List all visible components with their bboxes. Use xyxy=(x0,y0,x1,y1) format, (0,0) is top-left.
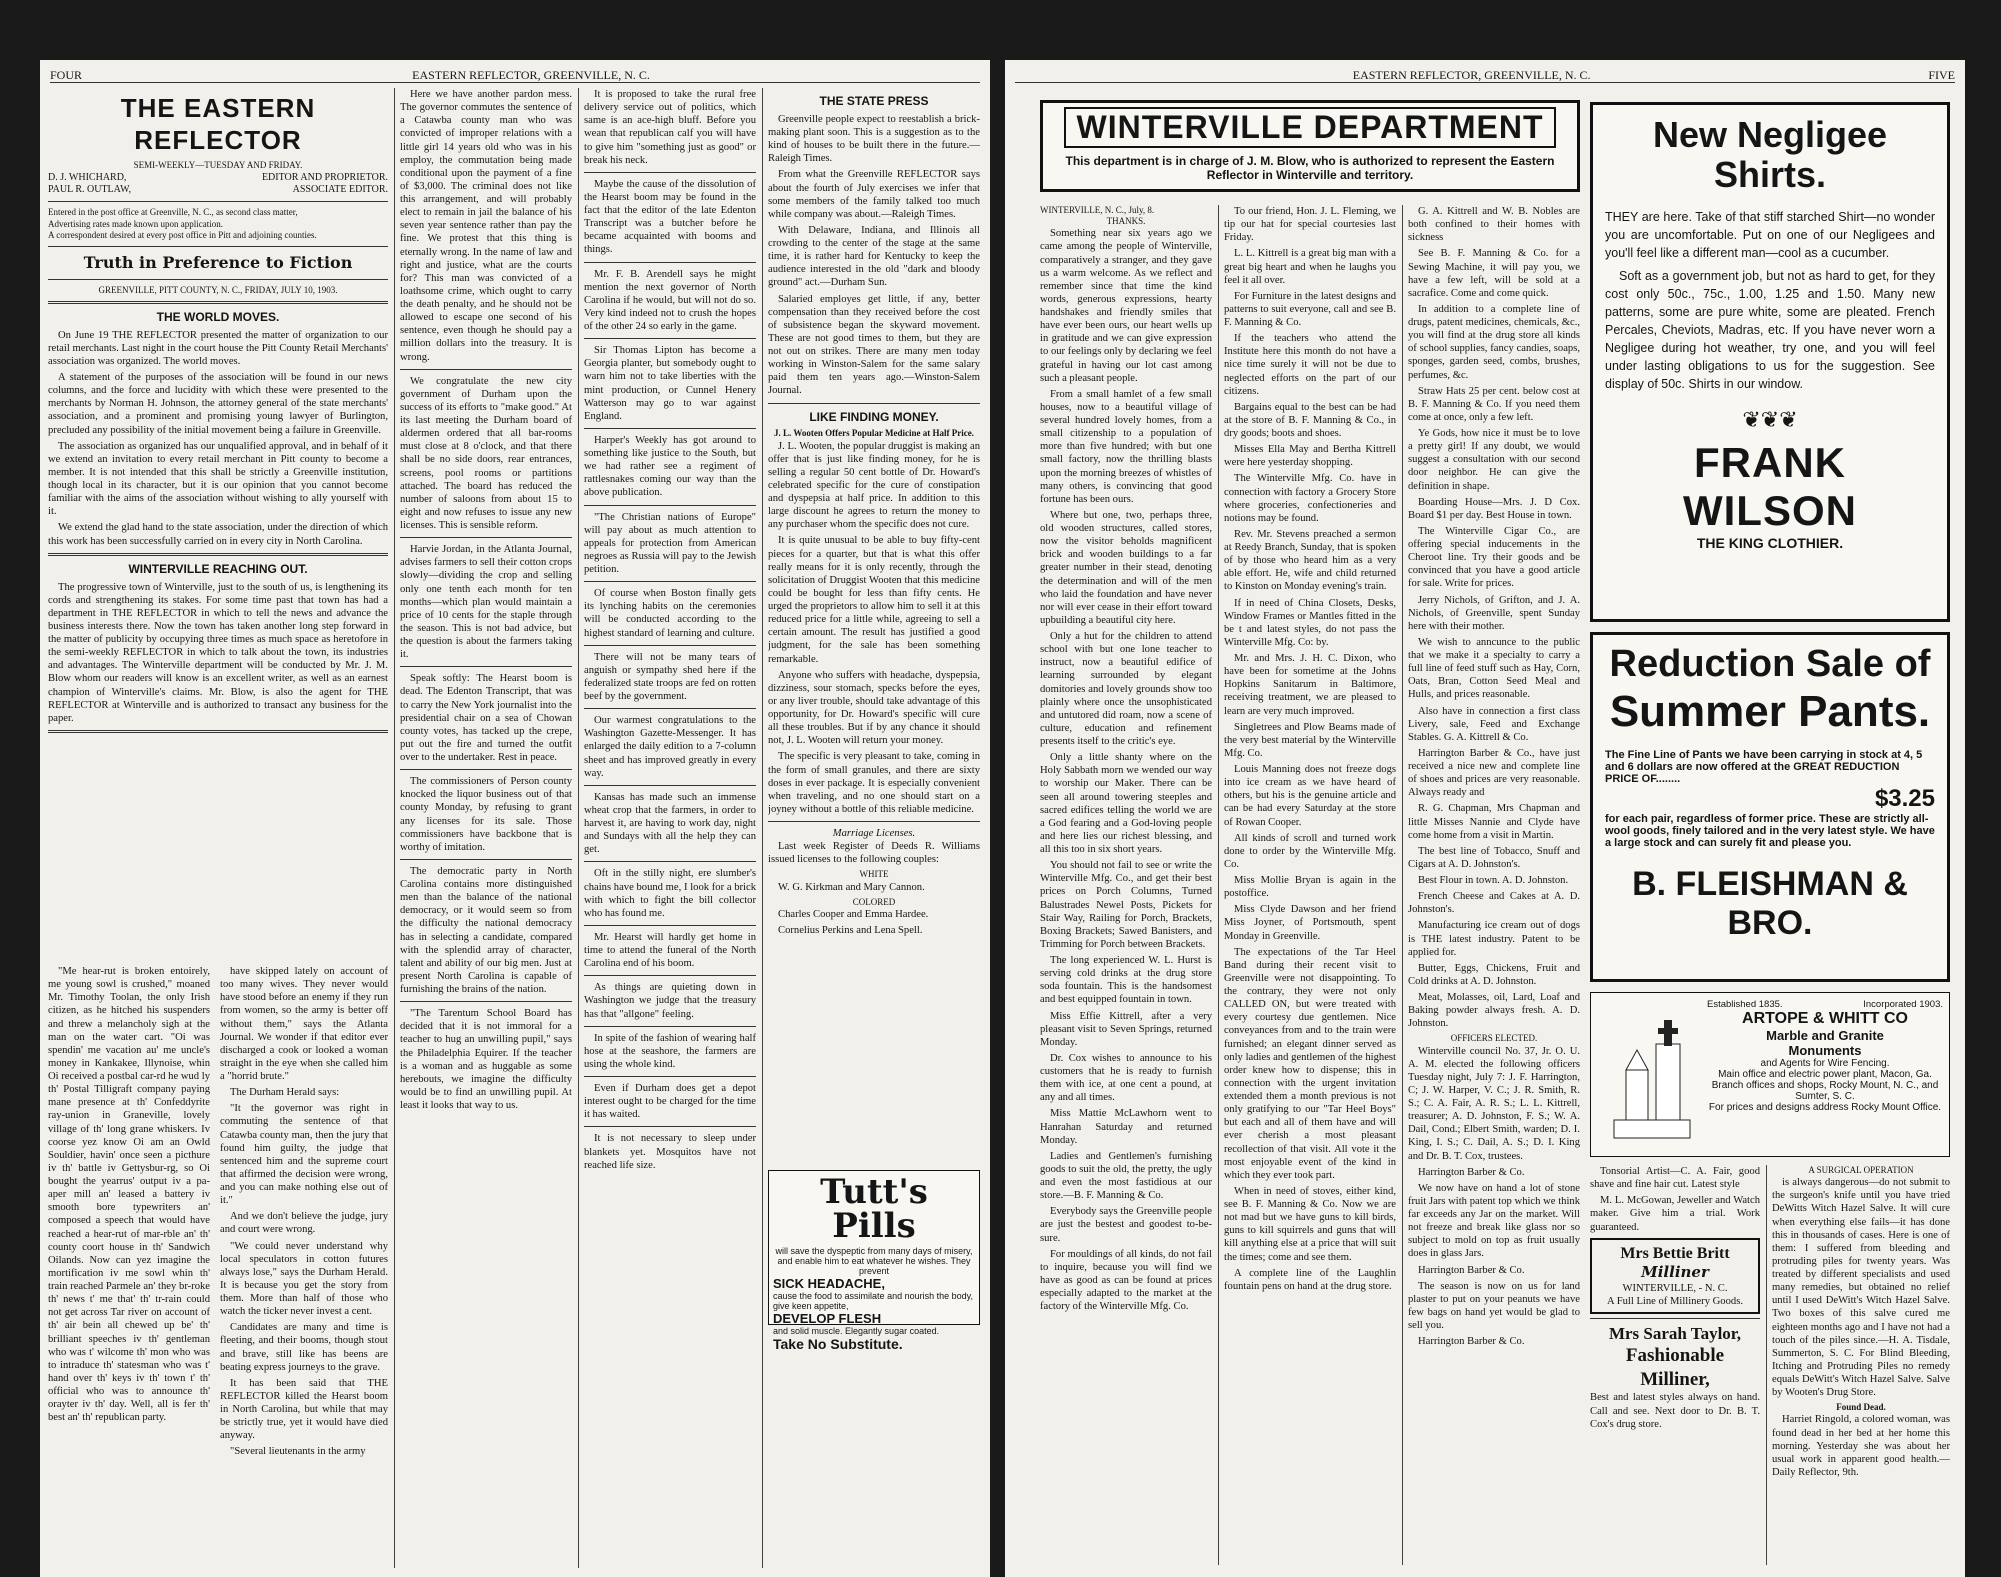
news-item: You should not fail to see or write the Winterville Mfg. Co., and get their best prices on Porch Columns, Turned Balustrades Newel Posts, Pickets for Stair Way, Railing for Porch, Brackets, Boxing Brackets; Sawed Banisters, and Trimming for Porch between Brackets. xyxy=(1040,860,1212,950)
press-paragraph: Salaried employes get little, if any, better compensation than they received before the cost of subsistence began the skyward movement. These are not good times to them, but they are not out on strikes. There are many men today working in Winston-Salem for the same salary paid them ten years ago.—Winston-Salem Journal. xyxy=(768,293,980,397)
pants-title-2: Summer Pants. xyxy=(1609,686,1931,736)
news-item: Everybody says the Greenville people are just the bestest and goodest to-be-sure. xyxy=(1040,1206,1212,1244)
department-subtitle: This department is in charge of J. M. Blow, who is authorized to represent the Eastern Reflector in Winterville and territory. xyxy=(1065,154,1555,182)
news-item: Misses Ella May and Bertha Kittrell were here yesterday shopping. xyxy=(1224,444,1396,469)
news-item: See B. F. Manning & Co. for a Sewing Machine, it will pay you, we have a few left, will be sold at a sacrafice. Come and come quick. xyxy=(1408,248,1580,299)
tutt-develop: DEVELOP FLESH xyxy=(773,1311,882,1326)
left-column-3 xyxy=(584,88,756,1568)
shirts-body-2: Soft as a government job, but not as hard to get, for they cost only 50c., 75c., 1.00, 1.25 and 1.50. Many new patterns, some are pure white, some are pleated. French Percales, Cheviots, Madras, etc. If you have never worn a Negligee during hot weather, try one, and you will feel under lasting obligations to us for the suggestion. See display of 50c. Shirts in our window. xyxy=(1605,268,1935,392)
press-paragraph: With Delaware, Indiana, and Illinois all crowding to the center of the stage at the same time, it is rather hard for Kentucky to keep the audience interested in the old "dark and bloody ground" act.—Durham Sun. xyxy=(768,224,980,289)
news-item: For mouldings of all kinds, do not fail to inquire, because you will find we have as good as can be found at prices especially adapted to the market at the factory of the Winterville Mfg. Co. xyxy=(1040,1248,1212,1313)
editorial-paragraph: "The Christian nations of Europe" will pay about as much attention to appeals for protection from American negroes as Russia will pay to the Jewish petition. xyxy=(584,511,756,575)
left-column-2 xyxy=(400,88,572,1568)
winterville-column-3 xyxy=(1408,205,1580,1565)
left-lower-column-2 xyxy=(220,965,388,1565)
artope-line-5: Branch offices and shops, Rocky Mount, N. C., and Sumter, S. C. xyxy=(1711,1080,1939,1102)
article-paragraph: The progressive town of Winterville, just to the south of us, is lengthening its cords and strengthening its stakes. For some time past that town has had a department in THE REFLECTOR in which to tell the news and advance the business interests there. Now the town has taken another long step forward in the matter of publicity by occupying three times as much space as heretofore in the semi-weekly REFLECTOR in which to talk about the town, its industries and advantages. The Winterville department will be conducted by Mr. J. M. Blow whom our readers will know is an excellent writer, as well as an earnest champion of Winterville's claims. Mr. Blow, is also the agent for THE REFLECTOR at Winterville and is authorized to transact any business for the paper. xyxy=(48,581,388,724)
tutt-text: will save the dyspeptic from many days of misery, and enable him to eat whatever he wishes. They prevent xyxy=(775,1246,973,1276)
news-item: Dr. Cox wishes to announce to his customers that he is ready to furnish them with ice, at one cent a pound, at any and all times. xyxy=(1040,1052,1212,1104)
news-item: If the teachers who attend the Institute here this month do not have a nice time surely it will not be due to neglected efforts on the part of our citizens. xyxy=(1224,333,1396,397)
news-item: In addition to a complete line of drugs, patent medicines, chemicals, &c., you will find at the drug store all kinds of school supplies, fancy candies, soaps, sponges, garden seed, combs, brushes, perfumes, &c. xyxy=(1408,303,1580,381)
news-item: A complete line of the Laughlin fountain pens on hand at the drug store. xyxy=(1224,1267,1396,1292)
news-item: Manufacturing ice cream out of dogs is THE latest industry. Patent to be applied for. xyxy=(1408,920,1580,958)
shirts-body: THEY are here. Take of that stiff starched Shirt—no wonder you are uncomfortable. Put on one of our Negligees and you'll feel like a different man—cool as a cucumber. xyxy=(1605,210,1935,261)
news-item: When in need of stoves, either kind, see B. F. Manning & Co. Now we are not mad but we have guns to kill birds, guns to kill squirrels and guns that will kill anything else at a price that will suit the times; come and see them. xyxy=(1224,1185,1396,1263)
artope-established: Established 1835. xyxy=(1707,999,1783,1010)
editor-role: EDITOR AND PROPRIETOR. xyxy=(261,171,388,183)
found-dead-body: Harriet Ringold, a colored woman, was found dead in her bed at her home this morning. Yesterday she was about her usual work in apparent good health.—Daily Reflector, 9th. xyxy=(1772,1414,1950,1478)
pants-body-2: for each pair, regardless of former price. These are strictly all-wool goods, finely tailored and in the very latest style. We have a large stock and can surely fit and please you. xyxy=(1605,813,1935,850)
editor-line-2 xyxy=(48,184,388,196)
news-item: We wish to anncunce to the public that we make it a specialty to carry a full line of feed stuff such as Hay, Corn, Oats, Bran, Cotton Seed Meal and Hulls, and prices reasonable. xyxy=(1408,636,1580,701)
news-item: The expectations of the Tar Heel Band during their recent visit to Greenville were not disappointing. To the contrary, they were not only CALLED ON, but were treated with every courtesy due gentlemen. Nice conveyances from and to the train were furnished; an elegant dinner served as only ladies and gentlemen of the highest order knew how to dispense; this in connection with the urgent invitation extended them a month previous is not only gratifying to our "Tar Heel Boys" but each and all of them have and will ever cherish a most pleasant recollection of that visit. All vote it the most enjoyable event of the kind in which they ever took part. xyxy=(1224,946,1396,1181)
white-label: WHITE xyxy=(859,869,889,880)
left-newspaper-page xyxy=(40,60,990,1577)
news-item: Only a little shanty where on the Holy Sabbath morn we wended our way to worship our Maker. There can be seen all around towering steeples and sacred edifices telling the world we are a God fearing and a God-loving people and here lies our richest blessing, and all this too in six short years. xyxy=(1040,752,1212,856)
press-paragraph: Greenville people expect to reestablish a brick-making plant soon. This is a suggestion as to the kind of houses to be built there in the future.—Raleigh Times. xyxy=(768,113,980,165)
artope-whitt-monuments-ad xyxy=(1590,992,1950,1157)
taylor-line-2: Milliner, xyxy=(1640,1368,1710,1390)
editorial-paragraph: We congratulate the new city government of Durham upon the success of its efforts to "make good." At its last meeting the Durham board of aldermen ordered that all bar-rooms must close at 8 o'clock, and that there shall be no side doors, rear entrances, screens, pool rooms or partitions attached. The board has reduced the number of saloons from about 15 to eight and now refuses to issue any new licenses. This is sensible reform. xyxy=(400,375,572,531)
advertising-notice: Advertising rates made known upon application. xyxy=(48,218,223,229)
page-number: FOUR xyxy=(50,68,83,82)
britt-trade: Milliner xyxy=(1641,1263,1709,1282)
frank-wilson-shirts-ad xyxy=(1590,102,1950,622)
couple: Cornelius Perkins and Lena Spell. xyxy=(778,924,923,936)
artope-line-2: Monuments xyxy=(1788,1043,1862,1058)
news-item: Harrington Barber & Co., have just received a nice new and complete line of shoes and prices are very reasonable. Always ready and xyxy=(1408,747,1580,799)
news-item: Butter, Eggs, Chickens, Fruit and Cold drinks at A. D. Johnston. xyxy=(1408,962,1580,987)
tutt-sick: SICK HEADACHE, xyxy=(773,1276,885,1291)
editorial-paragraph: It is proposed to take the rural free delivery service out of politics, which same is an ace-high bluff. Before you wean that republican calf you will have to give him "something just as good" or break his neck. xyxy=(584,89,756,166)
associate-editor-name: PAUL R. OUTLAW, xyxy=(48,184,132,196)
news-item: Miss Clyde Dawson and her friend Miss Joyner, of Portsmouth, spent Monday in Greenville. xyxy=(1224,904,1396,942)
article-paragraph: We extend the glad hand to the state association, under the direction of which this work has been successfully carried on in every city in North Carolina. xyxy=(48,522,388,547)
article-paragraph: The association as organized has our unqualified approval, and in behalf of it we extend an invitation to every retail merchant in Pitt county to become a member. It is not intended that this shall be strictly a Greenville institution, though local in its character, but it is our opinion that you cannot become familiar with the aims of the association without wishing to ally yourself with it. xyxy=(48,440,388,518)
artope-line-6: For prices and designs address Rocky Mount Office. xyxy=(1708,1102,1942,1113)
ornament-icon: ❦❦❦ xyxy=(1742,407,1798,433)
editorial-paragraph: Sir Thomas Lipton has become a Georgia planter, but somebody ought to warn him not to take liberties with the mint production, or Cunnel Henery Watterson may go to war against England. xyxy=(584,345,756,422)
editorial-paragraph: There will not be many tears of anguish or sympathy shed here if the federalized state troops are fed on rotten beef by the government. xyxy=(584,651,756,702)
news-item: Straw Hats 25 per cent. below cost at B. F. Manning & Co. If you need them come at once, only a few left. xyxy=(1408,385,1580,423)
frank-wilson-name: FRANK WILSON xyxy=(1683,439,1857,535)
pants-body: The Fine Line of Pants we have been carrying in stock at 4, 5 and 6 dollars are now offered at the GREAT REDUCTION PRICE OF........ xyxy=(1605,749,1923,786)
britt-millinery-ad xyxy=(1590,1238,1760,1315)
news-item: Miss Mattie McLawhorn went to Hanrahan Saturday and returned Monday. xyxy=(1040,1108,1212,1146)
news-item: Mr. and Mrs. J. H. C. Dixon, who have been for sometime at the Johns Hopkins Sanitarum in Baltimore, receiving treatment, we are pleased to learn are very much improved. xyxy=(1224,653,1396,717)
taylor-body: Best and latest styles always on hand. Call and see. Next door to Dr. B. T. Cox's drug store. xyxy=(1590,1392,1760,1430)
running-head: EASTERN REFLECTOR, GREENVILLE, N. C. xyxy=(412,68,650,82)
editorial-paragraph: Here we have another pardon mess. The governor commutes the sentence of a Catawba county man who was convicted of improper relations with a little girl 14 years old who was in his employ, the commutation being made conditional upon the payment of a fine of $3,000. The criminal does not like this arrangement, and will probably elect to remain in jail the balance of his seven year sentence rather than pay the fine. We protest that this thing is eternally wrong. In the name of law and right and justice, what are the courts for? This man was convicted of a loathsome crime, which ought to carry the death penalty, and he should not be allowed to escape one second of his sentence, even though he should pay a million dollars into the treasury. It is wrong. xyxy=(400,89,572,363)
correspondent-notice: A correspondent desired at every post office in Pitt and adjoining counties. xyxy=(48,229,317,240)
editorial-paragraph: Mr. Hearst will hardly get home in time to attend the funeral of the North Carolina end of his boom. xyxy=(584,931,756,970)
news-item: The Winterville Mfg. Co. have in connection with factory a Grocery Store where groceries, confectioneries and notions may be found. xyxy=(1224,473,1396,524)
news-item: Where but one, two, perhaps three, old wooden structures, called stores, now the visitor beholds magnificent brick and wooden buildings to a far greater number in their stead, denoting the determination and will of the men who laid the foundation and have never nor will ever cease in their effort toward upbuilding a beautiful city here. xyxy=(1040,509,1212,626)
masthead-title: THE EASTERN REFLECTOR xyxy=(120,93,316,156)
pants-title-1: Reduction Sale of xyxy=(1609,643,1931,685)
artope-name: ARTOPE & WHITT CO xyxy=(1742,1010,1908,1027)
tutt-text-2: cause the food to assimilate and nourish the body, give keen appetite, xyxy=(773,1291,973,1311)
news-item: The long experienced W. L. Hurst is serving cold drinks at the drug store soda fountain. This is the handsomest and best equipped fountain in town. xyxy=(1040,955,1212,1006)
editorial-paragraph: "The Tarentum School Board has decided that it is not immoral for a teacher to hug an unwilling pupil," says the Philadelphia Equirer. If the teacher is a woman and as huggable as some herebouts, we imagine the difficulty would be to find an unwilling pupil. At least it looks that way to us. xyxy=(400,1008,572,1111)
tutt-text-3: and solid muscle. Elegantly sugar coated. xyxy=(773,1326,940,1336)
artope-incorporated: Incorporated 1903. xyxy=(1863,999,1943,1010)
taylor-millinery-ad xyxy=(1590,1318,1760,1431)
right-newspaper-page xyxy=(1005,60,1965,1577)
news-item: Rev. Mr. Stevens preached a sermon at Reedy Branch, Sunday, that is spoken of by those who heard him as a very able effort. He, wife and child returned to Kinston on Monday evening's train. xyxy=(1224,528,1396,593)
news-item: French Cheese and Cakes at A. D. Johnston's. xyxy=(1408,891,1580,916)
article-paragraph: Anyone who suffers with headache, dyspepsia, dizziness, sour stomach, specks before the eyes, or any liver trouble, should take advantage of this opportunity, for Dr. Howard's specific will cure all these troubles. But if by any chance it should not, J. L. Wooten will return your money. xyxy=(768,669,980,747)
surgical-body: is always dangerous—do not submit to the surgeon's knife until you have tried DeWitts Witch Hazel Salve. It will cure when everything else fails—it has done this in thousands of cases. Here is one of them: I suffered from bleeding and protruding piles for twenty years. Was treated by different specialists and used many remedies, but obtained no relief until I used DeWitt's Witch Hazel Salve. Two boxes of this salve cured me eighteen months ago and I have not had a touch of the piles since.—H. A. Tisdale, Summerton, S. C. For Blind Bleeding, Itching and Protruding Piles no remedy equals DeWitt's Witch Hazel Salve. Salve by Wooten's Drug Store. xyxy=(1772,1177,1950,1399)
news-item: Ye Gods, how nice it must be to love a pretty girl! If any doubt, we would suggest a consultation with our second door neighbor. He can give the definition in shape. xyxy=(1408,428,1580,492)
news-item: If in need of China Closets, Desks, Window Frames or Mantles fitted in the be t and latest styles, do not pass the Winterville Mfg. Co: by. xyxy=(1224,597,1396,648)
department-title: WINTERVILLE DEPARTMENT xyxy=(1064,107,1555,148)
associate-editor-role: ASSOCIATE EDITOR. xyxy=(292,184,388,196)
marriage-heading: Marriage Licenses. xyxy=(832,828,916,840)
taylor-name: Mrs Sarah Taylor, xyxy=(1608,1324,1742,1344)
news-item: The best line of Tobacco, Snuff and Cigars at A. D. Johnston's. xyxy=(1408,845,1580,870)
surgical-column xyxy=(1772,1165,1950,1565)
editorial-paragraph: have skipped lately on account of too many wives. They never would have stood before an enemy if they run from women, so the army is better off without them," says the Atlanta Journal. We wonder if that editor ever discharged a cook or looked a woman straight in the eye when she called him a "horrid brute." xyxy=(220,966,388,1082)
editorial-paragraph: Oft in the stilly night, ere slumber's chains have bound me, I look for a brick with which to fight the bill collector who has found me. xyxy=(584,868,756,919)
article-paragraph: The specific is very pleasant to take, coming in the form of small granules, and there are sixty doses in ever package. It is especially convenient when traveling, and no one should start on a joyney without a bottle of this reliable medicine. xyxy=(768,751,980,815)
taylor-line-1: Fashionable xyxy=(1625,1345,1725,1367)
article-paragraph: Last week Register of Deeds R. Williams issued licenses to the following couples: xyxy=(768,841,980,866)
masthead-motto: Truth in Preference to Fiction xyxy=(83,252,353,272)
editorial-paragraph: Of course when Boston finally gets its lynching habits on the ceremonies will be conducted according to the highest standard of learning and culture. xyxy=(584,588,756,639)
thanks-heading: THANKS. xyxy=(1106,216,1146,227)
small-ads-column xyxy=(1590,1165,1760,1565)
news-item: Winterville council No. 37, Jr. O. U. A. M. elected the following officers Tuesday night, July 7: J. F. Harrington, C; J. W. Harper, V. C.; J. R. Smith, R. S.; C. A. Fair, A. R. S.; L. L. Kittrell, treasurer; A. D. Johnston, F. S.; W. A. Dail, Cond.; Elbert Smith, warden; D. I. King, I. S.; C. Dail, A. S.; D. I. King and Dr. B. T. Cox, trustees. xyxy=(1408,1045,1580,1162)
couple: Charles Cooper and Emma Hardee. xyxy=(778,908,929,920)
britt-place: WINTERVILLE, - N. C. xyxy=(1622,1283,1728,1295)
article-heading-winterville-reaching: WINTERVILLE REACHING OUT. xyxy=(128,561,308,576)
article-paragraph: A statement of the purposes of the association will be found in our news columns, and the force and lucidity with which these were presented to the merchants by Norman H. Johnson, the attorney general of the state merchants' association, and a prominent and promising young lawyer of Burlington, precluded any possibility of the initial movement being a failure in Greenville. xyxy=(48,372,388,436)
surgical-heading: A SURGICAL OPERATION xyxy=(1808,1165,1914,1175)
artope-line-1: Marble and Granite xyxy=(1766,1028,1884,1043)
news-item: Something near six years ago we came among the people of Winterville, comparatively a stranger, and they gave us a warm welcome. As we reflect and remember since that time the kind words, generous expressions, hearty handshakes and friendly smiles that have ever been ours, our heart wells up in gratitude and we can give expression to our feelings only by declaring we feel grateful in having our lot cast among such a pleasant people. xyxy=(1040,228,1212,384)
editorial-paragraph: The commissioners of Person county knocked the liquor business out of that county Monday, by refusing to grant any licenses for its sale. Those commissioners have backbone that is worthy of imitation. xyxy=(400,776,572,853)
news-item: We now have on hand a lot of stone fruit Jars with patent top which we think far exceeds any Jar on the market. Will not freeze and break like glass nor so subject to mold on top as fruit usually does in glass Jars. xyxy=(1408,1182,1580,1260)
news-item: Harrington Barber & Co. xyxy=(1418,1264,1525,1276)
frank-wilson-tag: THE KING CLOTHIER. xyxy=(1696,535,1844,552)
news-item: Miss Effie Kittrell, after a very pleasant visit to Seven Springs, returned Monday. xyxy=(1040,1010,1212,1048)
masthead-subtitle: SEMI-WEEKLY—TUESDAY AND FRIDAY. xyxy=(133,160,303,171)
editorial-paragraph: It has been said that THE REFLECTOR killed the Hearst boom in North Carolina, but while that may be strictly true, yet it would have died anyway. xyxy=(220,1377,388,1442)
like-finding-money-heading: LIKE FINDING MONEY. xyxy=(809,409,939,424)
pants-price: $3.25 xyxy=(1874,785,1935,813)
artope-line-3: and Agents for Wire Fencing. xyxy=(1760,1058,1890,1069)
dialect-story: "Me hear-rut is broken entoirely, me young sowl is crushed," moaned Mr. Timothy Toolan, the only Irish citizen, as he hitched his suspenders and threw a melancholy sigh at the man on the water cart. "Oi was spendin' me vacation au' me uncle's money in Kankakee, Illynoise, whin Oi received a postbal car-rd he wud ly th' Postal Tilligraft company paying mane presence at th' Confeddyrite ray-union in Graneville, lovely village of th' long grane whiskers. Iv coorse yez know Oi am an Owld Souldier, havin' once seen a picthure iv th' battle iv Gettysbur-rg, so Oi bought the yearrus' output iv a pa-aper mill an' leased a battery iv smooth bore typewriters an' composed a speech that would have reached a hear-rut of mar-rble an' th' county coort house in th' Sandwich Oilands. Now can yez imagine the mortification iv me sowl whin th' train reached Parmele an' they br-roke th' news t' me that' th' tr-rain could not get across Tar river on account of th' air bein all chewed up be' th' brilliant speeches iv th' gentleman who was t' wilcome th' mon who was to intraduce th' statesman who was t' hand over th' keys iv th' town t' th' official who was to announce th' orayter iv th' day. Well, all is fer th' best an' th' republican party. xyxy=(48,966,210,1424)
officers-heading: OFFICERS ELECTED. xyxy=(1450,1033,1538,1044)
left-column-4 xyxy=(768,88,980,1168)
news-item: To our friend, Hon. J. L. Fleming, we tip our hat for special courtesies last Friday. xyxy=(1224,206,1396,244)
editorial-paragraph: The Durham Herald says: xyxy=(230,1087,340,1099)
couple: W. G. Kirkman and Mary Cannon. xyxy=(778,881,925,893)
colored-label: COLORED xyxy=(852,896,896,907)
editorial-paragraph: The democratic party in North Carolina contains more distinguished men than the balance of the national democracy, or it would seem so from the difficulty the national democracy has in selecting a candidate, compared with the splendid array of character, talent and ability of our big men. Just at present North Carolina is capable of furnishing the brains of the nation. xyxy=(400,865,572,995)
editorial-paragraph: As things are quieting down in Washington we judge that the treasury has that "allgone" feeling. xyxy=(584,982,756,1020)
editorial-paragraph: Harvie Jordan, in the Atlanta Journal, advises farmers to sell their cotton crops slowly—dividing the crop and selling only one tenth each month for ten months—which plan would maintain a price of 10 cents for the staple through the season. This is not bad advice, but the question is about the farmers taking it. xyxy=(400,544,572,661)
tutts-pills-ad xyxy=(768,1170,980,1352)
editorial-paragraph: In spite of the fashion of wearing half hose at the seashore, the farmers are using the whole kind. xyxy=(584,1032,756,1070)
news-item: Also have in connection a first class Livery, sale, Feed and Exchange Stables. G. A. Kittrell & Co. xyxy=(1408,705,1580,743)
news-item: The season is now on us for land plaster to put on your peanuts we have few bags on hand yet would be glad to sell you. xyxy=(1408,1280,1580,1332)
tutt-title: Tutt's Pills xyxy=(820,1172,928,1246)
news-item: The Winterville Cigar Co., are offering special inducements in the Cheroot line. Try their goods and be convinced that you have a good article for sale. Write for prices. xyxy=(1408,525,1580,590)
editorial-paragraph: And we don't believe the judge, jury and court were wrong. xyxy=(220,1211,388,1236)
postal-notice: Entered in the post office at Greenville, N. C., as second class matter, xyxy=(48,207,298,218)
news-item: Ladies and Gentlemen's furnishing goods to suit the old, the pretty, the ugly and even the most fastidious at our store.—B. F. Manning & Co. xyxy=(1040,1150,1212,1202)
monument-icon xyxy=(1597,999,1707,1150)
editorial-paragraph: Mr. F. B. Arendell says he might mention the next governor of North Carolina if he would, but will not do so. Very kind indeed not to crush the hopes of the other 24 so early in the game. xyxy=(584,268,756,332)
right-folio xyxy=(1015,68,1955,83)
dateline: GREENVILLE, PITT COUNTY, N. C., FRIDAY, JULY 10, 1903. xyxy=(98,284,338,295)
left-lower-column-1 xyxy=(48,965,210,1565)
running-head: EASTERN REFLECTOR, GREENVILLE, N. C. xyxy=(1352,68,1591,82)
state-press-heading: THE STATE PRESS xyxy=(819,94,929,108)
fleishman-name: B. FLEISHMAN & BRO. xyxy=(1632,865,1908,943)
editorial-paragraph: Kansas has made such an immense wheat crop that the farmers, in order to harvest it, are having to work day, night and Sundays with all the help they can get. xyxy=(584,791,756,856)
news-item: From a small hamlet of a few small houses, now to a beautiful village of several hundred lovely homes, from a small citizenship to a population of more than five hundred; with but one small factory, now the thrilling blasts upon the morning breezes of whistles of many others, is convincing that good fortune has been ours. xyxy=(1040,388,1212,505)
editorial-paragraph: Harper's Weekly has got around to something like justice to the South, but we had rather see a regiment of rattlesnakes coming our way than the above publication. xyxy=(584,434,756,499)
editor-name: D. J. WHICHARD, xyxy=(48,171,127,183)
found-dead-heading: Found Dead. xyxy=(1836,1402,1886,1413)
editorial-paragraph: "Several lieutenants in the army xyxy=(230,1446,366,1458)
mcgowan-ad: M. L. McGowan, Jeweller and Watch maker. Give him a trial. Work guaranteed. xyxy=(1590,1195,1760,1233)
article-paragraph: J. L. Wooten, the popular druggist is making an offer that is just like finding money, for he is selling a regular 50 cent bottle of Dr. Howard's celebrated specific for the cure of constipation and dyspepsia at half price. In addition to this large discount he agrees to return the money to any purchaser whom the specific does not cure. xyxy=(768,440,980,531)
news-item: Boarding House—Mrs. J. D Cox. Board $1 per day. Best House in town. xyxy=(1408,496,1580,521)
tutt-sub: Take No Substitute. xyxy=(773,1336,903,1352)
press-paragraph: From what the Greenville REFLECTOR says about the fourth of July exercises we infer that some members of the family talked too much while company was about.—Raleigh Times. xyxy=(768,169,980,220)
winterville-department-banner xyxy=(1040,100,1580,192)
news-item: Harrington Barber & Co. xyxy=(1418,1166,1525,1178)
news-item: Best Flour in town. A. D. Johnston. xyxy=(1418,875,1569,886)
article-paragraph: On June 19 THE REFLECTOR presented the matter of organization to our retail merchants. Last night in the court house the Pitt County Retail Merchants' association was organized. The world moves. xyxy=(48,329,388,367)
artope-line-4: Main office and electric power plant, Macon, Ga. xyxy=(1718,1069,1932,1080)
editorial-paragraph: Candidates are many and time is fleeting, and their booms, though stout and brave, still like has beens are beating express journeys to the grave. xyxy=(220,1322,388,1373)
news-item: Singletrees and Plow Beams made of the very best material by the Winterville Mfg. Co. xyxy=(1224,721,1396,759)
winterville-column-2 xyxy=(1224,205,1396,1565)
shirts-title-2: Shirts. xyxy=(1713,153,1827,195)
editorial-paragraph: It is not necessary to sleep under blankets yet. Mosquitos have not reached life size. xyxy=(584,1133,756,1171)
news-item: Bargains equal to the best can be had at the store of B. F. Manning & Co., in dry goods; boots and shoes. xyxy=(1224,401,1396,439)
news-item: For Furniture in the latest designs and patterns to suit everyone, call and see B. F. Manning & Co. xyxy=(1224,290,1396,328)
left-folio xyxy=(50,68,980,83)
shirts-title-1: New Negligee xyxy=(1652,114,1888,155)
article-paragraph: It is quite unusual to be able to buy fifty-cent pieces for a quarter, but that is what this offer really means for it is only recently, through the solicitation of Druggist Wooten that this medicine could be bought for less than fifty cents. He urged the proprietors to allow him to sell it at this reduced price for a little while, agreeing to sell a certain amount. The result has justified a good judgment, for the sale has been something remarkable. xyxy=(768,535,980,665)
news-item: Louis Manning does not freeze dogs into ice cream as we have heard of others, but his is the genuine article and can be had every Saturday at the store of Rowan Cooper. xyxy=(1224,764,1396,828)
winterville-column-1 xyxy=(1040,205,1212,1565)
britt-name: Mrs Bettie Britt xyxy=(1620,1244,1730,1262)
editorial-paragraph: Our warmest congratulations to the Washington Gazette-Messenger. It has enlarged the daily edition to a 7-column sheet and has improved greatly in every way. xyxy=(584,715,756,779)
page-number: FIVE xyxy=(1928,68,1955,82)
news-item: Meat, Molasses, oil, Lard, Loaf and Baking powder always fresh. A. D. Johnston. xyxy=(1408,992,1580,1030)
winterville-dateline: WINTERVILLE, N. C., July, 8. xyxy=(1040,205,1155,215)
editorial-paragraph: Even if Durham does get a depot interest ought to be charged for the time it has waited. xyxy=(584,1083,756,1121)
news-item: L. L. Kittrell is a great big man with a great big heart and when he laughs you feel it all over. xyxy=(1224,248,1396,286)
editorial-paragraph: Speak softly: The Hearst boom is dead. The Edenton Transcript, that was to carry the New York journalist into the presidential chair on a sea of Chowan county votes, has tacked up the crepe, put out the fire and turned the outfit over to the undertaker. Rest in peace. xyxy=(400,673,572,763)
britt-line: A Full Line of Millinery Goods. xyxy=(1607,1296,1743,1308)
news-item: Miss Mollie Bryan is again in the postoffice. xyxy=(1224,875,1396,900)
editorial-paragraph: "We could never understand why local speculators in cotton futures always lose," says the Durham Herald. It is because you get the story from them. More than half of those who watch the ticker never invest a cent. xyxy=(220,1240,388,1318)
editor-line-1 xyxy=(48,172,388,184)
article-heading-world-moves: THE WORLD MOVES. xyxy=(156,309,280,324)
fleishman-pants-ad xyxy=(1590,632,1950,982)
news-item: G. A. Kittrell and W. B. Nobles are both confined to their homes with sickness xyxy=(1408,206,1580,244)
news-item: Harrington Barber & Co. xyxy=(1418,1336,1525,1348)
editorial-paragraph: "It the governor was right in commuting the sentence of that Catawba county man, then the jury that found him guilty, the judge that sentenced him and the supreme court that affirmed the decision were wrong, and you can make nothing else out of it." xyxy=(220,1103,388,1207)
news-item: All kinds of scroll and turned work done to order by the Winterville Mfg. Co. xyxy=(1224,832,1396,870)
like-finding-money-subhead: J. L. Wooten Offers Popular Medicine at Half Price. xyxy=(774,428,974,439)
tonsorial-ad: Tonsorial Artist—C. A. Fair, good shave and fine hair cut. Latest style xyxy=(1590,1166,1760,1191)
news-item: Jerry Nichols, of Grifton, and J. A. Nichols, of Greenville, spent Sunday here with their mother. xyxy=(1408,594,1580,632)
news-item: R. G. Chapman, Mrs Chapman and little Misses Nannie and Clyde have come home from a visit in Martin. xyxy=(1408,803,1580,841)
news-item: Only a hut for the children to attend school with but one lone teacher to instruct, now a beautiful edifice of learning surrounded by elegant domitories and lovely grounds show too plainly where once the unsophisticated and untutored did roam, now a scene of culture, education and refinement presents itself to the critic's eye. xyxy=(1040,631,1212,748)
editorial-paragraph: Maybe the cause of the dissolution of the Hearst boom may be found in the fact that the editor of the late Edenton Transcript was a butcher before he became acquainted with booms and things. xyxy=(584,178,756,256)
